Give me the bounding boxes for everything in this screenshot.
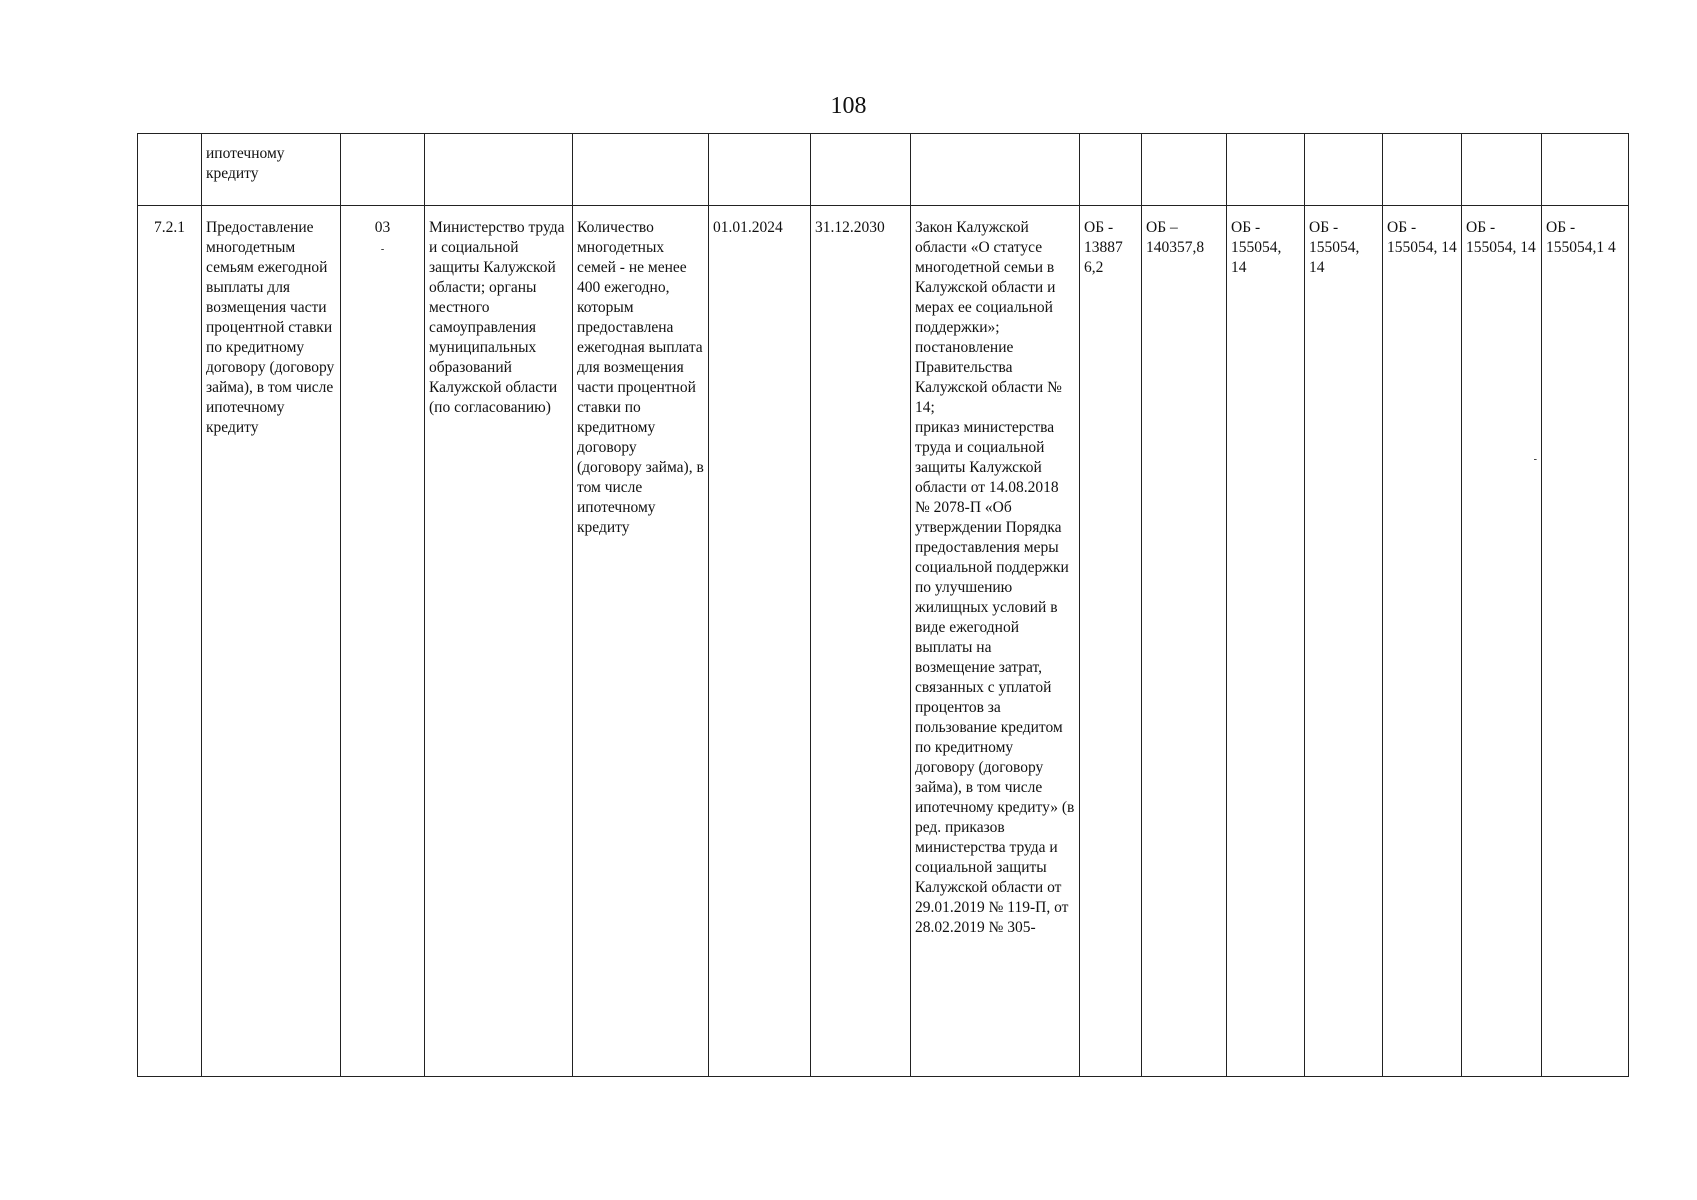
cell-funding-3 <box>1227 134 1305 206</box>
cell-funding-1 <box>1080 134 1142 206</box>
funding-7: ОБ - 155054,1 4 <box>1542 206 1629 1077</box>
cell-end-date <box>811 134 911 206</box>
cell-funding-5 <box>1383 134 1462 206</box>
cell-start-date <box>709 134 811 206</box>
code-value: 03 <box>374 219 391 236</box>
measure-name: Предоставление многодетным семьям ежегодной выплаты для возмещения части процентной ставки по кредитному договору (договору займа), в том числе ипотечному кредиту <box>202 206 341 1077</box>
page-number: 108 <box>830 93 867 119</box>
cell-funding-6 <box>1462 134 1542 206</box>
cell-executor <box>425 134 573 206</box>
row-number: 7.2.1 <box>138 206 202 1077</box>
funding-5: ОБ - 155054, 14 <box>1383 206 1462 1077</box>
funding-3: ОБ - 155054, 14 <box>1227 206 1305 1077</box>
code-mark: - <box>380 244 385 255</box>
code-cell <box>341 206 425 1077</box>
cell-funding-2 <box>1142 134 1227 206</box>
table-row <box>138 206 1629 1077</box>
funding-4: ОБ - 155054, 14 <box>1305 206 1383 1077</box>
legal-basis: Закон Калужской области «О статусе многодетной семьи в Калужской области и мерах ее социальной поддержки»; постановление Правительства Калужской области № 14; приказ министерства труда и социальной защиты Калужской области от 14.08.2018 № 2078-П «Об утверждении Порядка предоставления меры социальной поддержки по улучшению жилищных условий в виде ежегодной выплаты на возмещение затрат, связанных с уплатой процентов за пользование кредитом по кредитному договору (договору займа), в том числе ипотечному кредиту» (в ред. приказов министерства труда и социальной защиты Калужской области от 29.01.2019 № 119-П, от 28.02.2019 № 305- <box>911 206 1080 1077</box>
cell-number <box>138 134 202 206</box>
funding-6 <box>1462 206 1542 1077</box>
end-date: 31.12.2030 <box>811 206 911 1077</box>
cell-funding-4 <box>1305 134 1383 206</box>
cell-indicator <box>573 134 709 206</box>
start-date: 01.01.2024 <box>709 206 811 1077</box>
funding-1: ОБ - 13887 6,2 <box>1080 206 1142 1077</box>
cell-name: ипотечному кредиту <box>202 134 341 206</box>
indicator: Количество многодетных семей - не менее 400 ежегодно, которым предоставлена ежегодная выплата для возмещения части процентной ставки по кредитному договору (договору займа), в том числе ипотечному кредиту <box>573 206 709 1077</box>
executor: Министерство труда и социальной защиты Калужской области; органы местного самоуправления муниципальных образований Калужской области (по согласованию) <box>425 206 573 1077</box>
cell-legal-basis <box>911 134 1080 206</box>
continuation-row <box>138 134 1629 206</box>
cell-funding-7 <box>1542 134 1629 206</box>
funding-mark: - <box>1533 454 1537 465</box>
funding-6-value: ОБ - 155054, 14 <box>1466 219 1536 256</box>
program-table <box>137 133 1629 1077</box>
funding-2: ОБ – 140357,8 <box>1142 206 1227 1077</box>
cell-code <box>341 134 425 206</box>
